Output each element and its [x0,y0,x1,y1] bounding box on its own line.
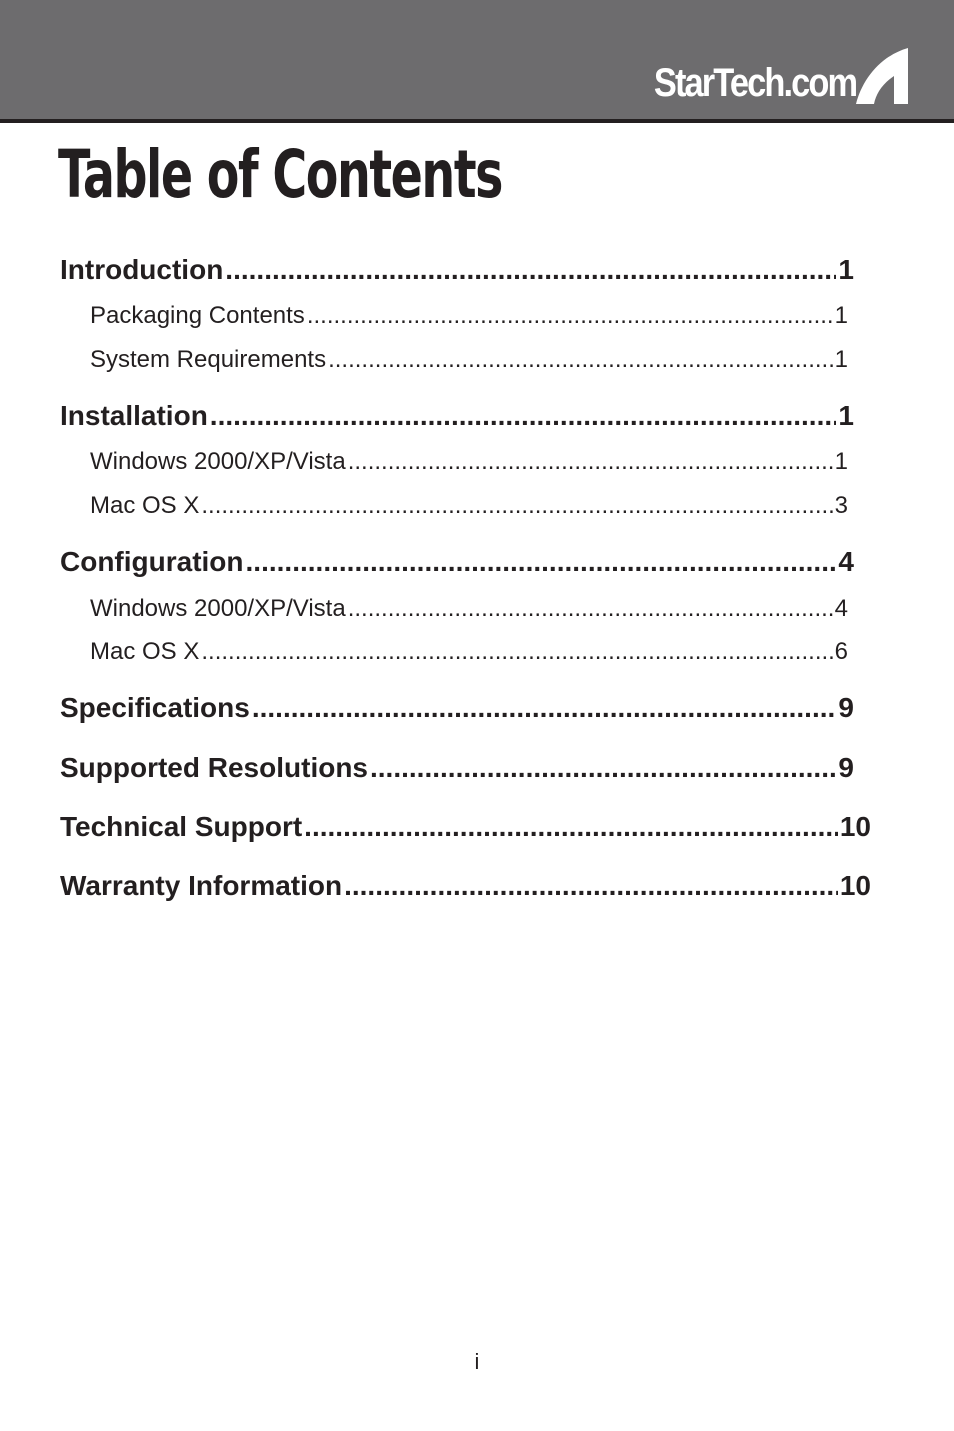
toc-entry[interactable] [60,870,871,902]
toc-entry[interactable] [90,302,848,330]
dot-leader [370,752,836,784]
toc-entry-page: 1 [838,400,854,431]
toc-entry-label: Installation [60,400,208,431]
toc-entry[interactable] [90,638,848,666]
toc-entry[interactable] [60,546,854,578]
toc-entry-label: Windows 2000/XP/Vista [90,595,346,622]
toc-entry-page: 4 [838,546,854,577]
dot-leader [304,811,838,843]
brand-name: StarTech.com [653,61,856,105]
page-number: i [474,1349,480,1374]
toc-entry[interactable] [60,811,871,843]
toc-entry-label: System Requirements [90,346,327,373]
toc-entry[interactable] [60,692,854,724]
dot-leader [344,870,838,902]
dot-leader [348,448,833,476]
dot-leader [348,595,833,623]
toc-entry-label: Packaging Contents [90,302,305,329]
toc-entry-page: 1 [838,254,854,285]
dot-leader [252,692,837,724]
dot-leader [246,546,837,578]
dot-leader [201,492,832,520]
toc-entry-label: Mac OS X [90,638,200,665]
dot-leader [307,302,833,330]
toc-entry[interactable] [90,492,848,520]
dot-leader [210,400,837,432]
toc-entry-page: 1 [834,346,848,373]
toc-entry-page: 9 [838,692,854,723]
toc-entry[interactable] [60,254,854,286]
toc-entry-page: 10 [839,811,871,842]
dot-leader [328,346,833,374]
startech-logo [621,44,910,104]
toc-entry[interactable] [60,400,854,432]
toc-entry-page: 10 [839,870,871,901]
startech-swoosh-icon [852,46,910,104]
header-band [0,0,954,123]
toc-entry-page: 3 [834,492,848,519]
toc-entry[interactable] [60,752,854,784]
dot-leader [201,638,832,666]
toc-entry-page: 1 [834,302,848,329]
toc-entry-label: Supported Resolutions [60,752,368,783]
toc-entry-label: Technical Support [60,811,303,842]
toc-entry-page: 9 [838,752,854,783]
toc-entry[interactable] [90,595,848,623]
dot-leader [225,254,836,286]
toc-entry-label: Configuration [60,546,244,577]
toc-entry-label: Windows 2000/XP/Vista [90,448,346,475]
toc-entry[interactable] [90,346,848,374]
toc-entry-page: 1 [834,448,848,475]
toc-entry-page: 4 [834,595,848,622]
toc-entry-label: Mac OS X [90,492,200,519]
toc-entry[interactable] [90,448,848,476]
toc-entry-label: Warranty Information [60,870,343,901]
toc-entry-label: Specifications [60,692,250,723]
toc-entry-page: 6 [834,638,848,665]
page-title: Table of Contents [58,136,502,213]
toc-entry-label: Introduction [60,254,224,285]
